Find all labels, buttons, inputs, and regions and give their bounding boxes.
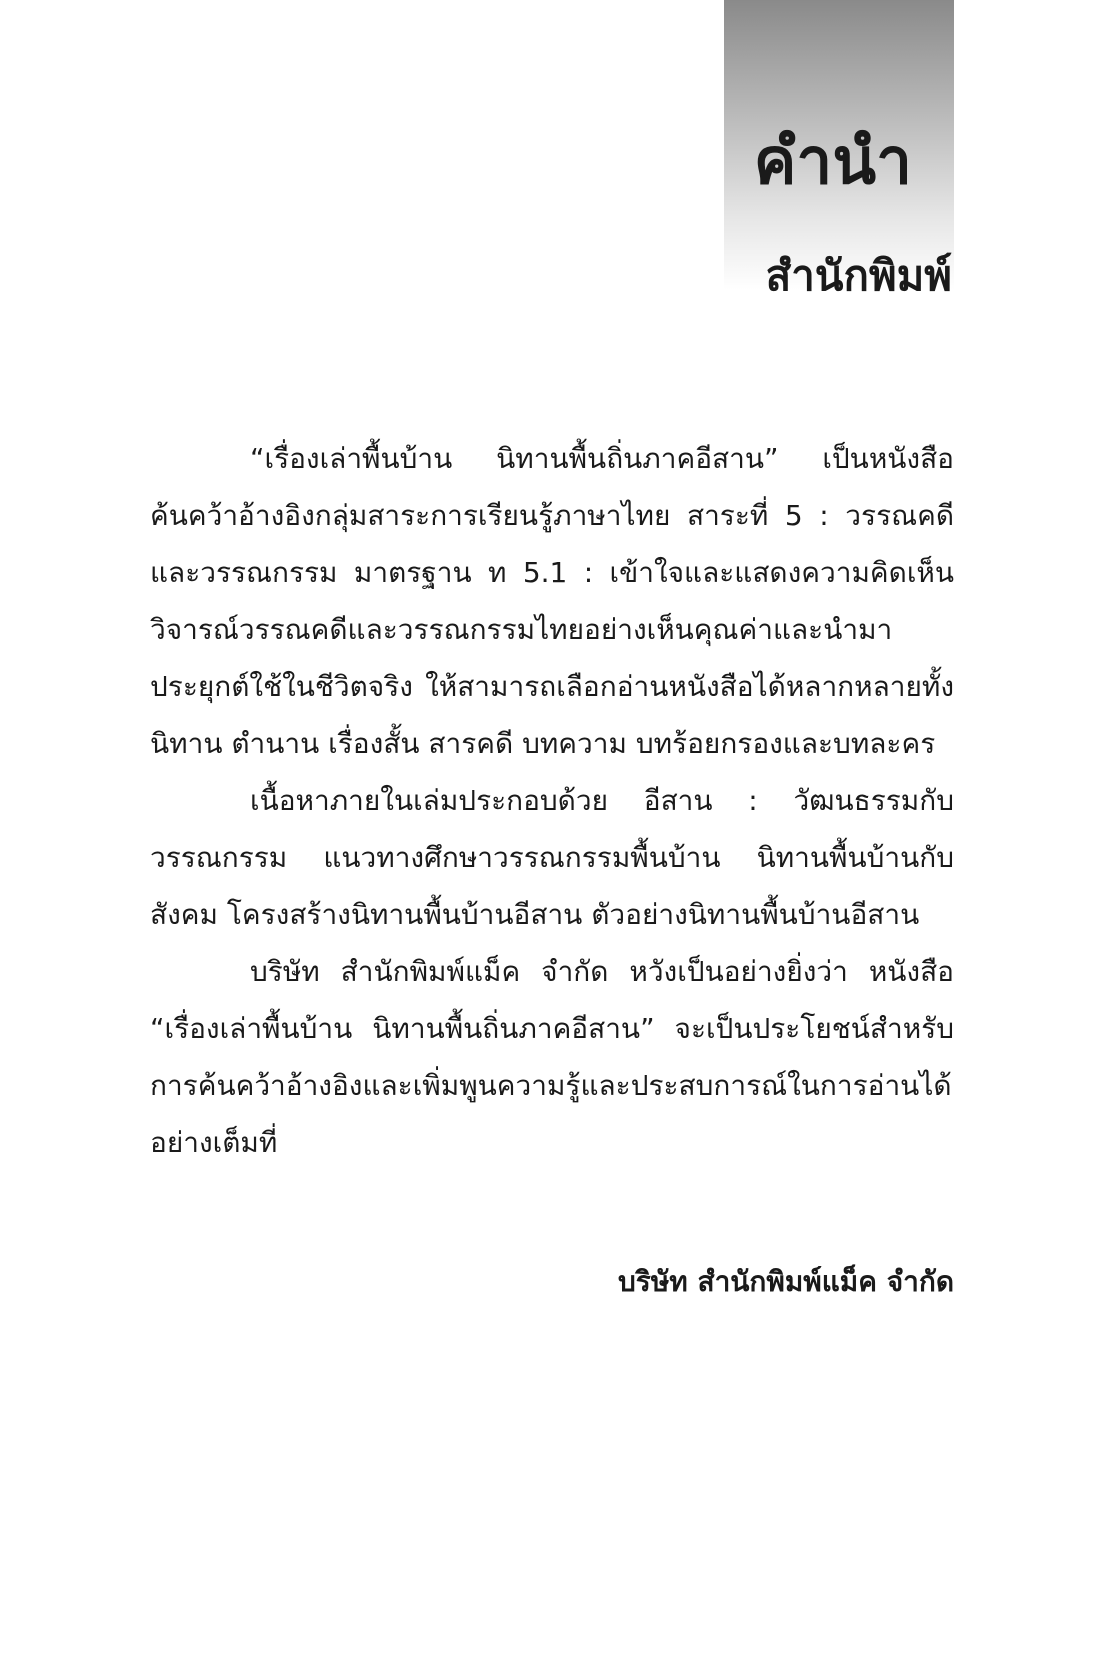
publisher-signature: บริษัท สำนักพิมพ์แม็ค จำกัด	[618, 1265, 954, 1298]
page-subtitle: สำนักพิมพ์	[765, 251, 952, 300]
paragraph: “เรื่องเล่าพื้นบ้าน นิทานพื้นถิ่นภาคอีสาน” เป็นหนังสือค้นคว้าอ้างอิงกลุ่มสาระการเรียนรู้ภาษาไทย สาระที่ 5 : วรรณคดีและวรรณกรรม มาตรฐาน ท 5.1 : เข้าใจและแสดงความคิดเห็นวิจารณ์วรรณคดีและวรรณกรรมไทยอย่างเห็นคุณค่าและนำมาประยุกต์ใช้ในชีวิตจริง ให้สามารถเลือกอ่านหนังสือได้หลากหลายทั้งนิทาน ตำนาน เรื่องสั้น สารคดี บทความ บทร้อยกรองและบทละคร	[150, 442, 954, 760]
paragraph: บริษัท สำนักพิมพ์แม็ค จำกัด หวังเป็นอย่างยิ่งว่า หนังสือ “เรื่องเล่าพื้นบ้าน นิทานพื้นถิ่นภาคอีสาน” จะเป็นประโยชน์สำหรับการค้นคว้าอ้างอิงและเพิ่มพูนความรู้และประสบการณ์ในการอ่านได้อย่างเต็มที่	[150, 955, 954, 1159]
page-title: คำนำ	[753, 125, 912, 199]
paragraph: เนื้อหาภายในเล่มประกอบด้วย อีสาน : วัฒนธรรมกับวรรณกรรม แนวทางศึกษาวรรณกรรมพื้นบ้าน นิทานพื้นบ้านกับสังคม โครงสร้างนิทานพื้นบ้านอีสาน ตัวอย่างนิทานพื้นบ้านอีสาน	[150, 784, 954, 931]
foreword-body	[150, 430, 954, 1171]
